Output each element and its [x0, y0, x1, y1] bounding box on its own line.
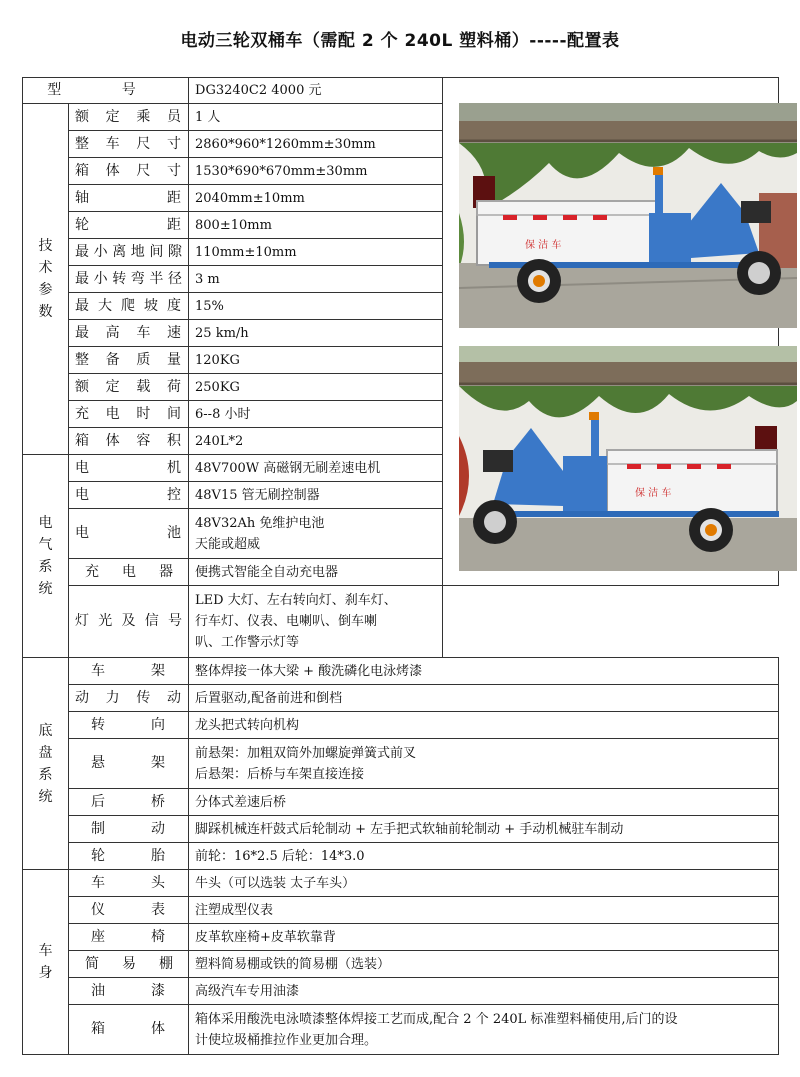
- spec-label: 最小转弯半径: [69, 266, 189, 293]
- spec-label: 转向: [69, 712, 189, 739]
- category-chassis: 底 盘 系 统: [23, 658, 69, 870]
- category-tech: 技 术 参 数: [23, 104, 69, 455]
- spec-value: 分体式差速后桥: [189, 789, 779, 816]
- spec-value: 25 km/h: [189, 320, 443, 347]
- spec-value: 2040mm±10mm: [189, 185, 443, 212]
- table-row: [23, 1005, 779, 1055]
- svg-text:保 洁 车: 保 洁 车: [525, 239, 562, 251]
- spec-value: 前悬架：加粗双筒外加螺旋弹簧式前叉 后悬架：后桥与车架直接连接: [189, 739, 779, 789]
- spec-value: 牛头（可以选装 太子车头）: [189, 870, 779, 897]
- spec-value: 注塑成型仪表: [189, 897, 779, 924]
- svg-text:保 洁 车: 保 洁 车: [635, 487, 672, 499]
- spec-label: 电池: [69, 509, 189, 559]
- spec-label: 悬架: [69, 739, 189, 789]
- table-row: [23, 870, 779, 897]
- table-row: [23, 897, 779, 924]
- table-row-model: [23, 78, 779, 104]
- spec-label: 最高车速: [69, 320, 189, 347]
- spec-value: 2860*960*1260mm±30mm: [189, 131, 443, 158]
- spec-label: 最大爬坡度: [69, 293, 189, 320]
- spec-value: 800±10mm: [189, 212, 443, 239]
- spec-label: 车头: [69, 870, 189, 897]
- spec-label: 油漆: [69, 978, 189, 1005]
- spec-label: 最小离地间隙: [69, 239, 189, 266]
- spec-label: 仪表: [69, 897, 189, 924]
- photo-column: [443, 78, 779, 586]
- spec-label: 轮胎: [69, 843, 189, 870]
- spec-label: 轴距: [69, 185, 189, 212]
- spec-label: 简易棚: [69, 951, 189, 978]
- spec-label: 轮距: [69, 212, 189, 239]
- spec-value: 龙头把式转向机构: [189, 712, 779, 739]
- spec-value: 48V700W 高磁钢无刷差速电机: [189, 455, 443, 482]
- table-row: [23, 658, 779, 685]
- spec-label: 额定载荷: [69, 374, 189, 401]
- spec-value: 皮革软座椅+皮革软靠背: [189, 924, 779, 951]
- model-label: 型 号: [23, 78, 189, 104]
- table-row: [23, 816, 779, 843]
- spec-label: 灯光及信号: [69, 586, 189, 658]
- spec-label: 车架: [69, 658, 189, 685]
- spec-value: 240L*2: [189, 428, 443, 455]
- spec-value: 250KG: [189, 374, 443, 401]
- spec-value: 后置驱动,配备前进和倒档: [189, 685, 779, 712]
- spec-value: 3 m: [189, 266, 443, 293]
- spec-value: 塑料简易棚或铁的简易棚（选装）: [189, 951, 779, 978]
- spec-label: 充电器: [69, 559, 189, 586]
- spec-value: 48V32Ah 免维护电池 天能或超威: [189, 509, 443, 559]
- spec-value: 便携式智能全自动充电器: [189, 559, 443, 586]
- spec-label: 整备质量: [69, 347, 189, 374]
- spec-value: 箱体采用酸洗电泳喷漆整体焊接工艺而成,配合 2 个 240L 标准塑料桶使用,后门的设 计使垃圾桶推拉作业更加合理。: [189, 1005, 779, 1055]
- category-electric: 电 气 系 统: [23, 455, 69, 658]
- spec-label: 电控: [69, 482, 189, 509]
- spec-value: 前轮：16*2.5 后轮：14*3.0: [189, 843, 779, 870]
- table-row: [23, 843, 779, 870]
- table-row: [23, 924, 779, 951]
- spec-label: 充电时间: [69, 401, 189, 428]
- table-row: [23, 685, 779, 712]
- spec-value: 1 人: [189, 104, 443, 131]
- spec-value: 高级汽车专用油漆: [189, 978, 779, 1005]
- spec-label: 后桥: [69, 789, 189, 816]
- spec-value: 120KG: [189, 347, 443, 374]
- model-value: DG3240C2 4000 元: [189, 78, 443, 104]
- spec-value: 110mm±10mm: [189, 239, 443, 266]
- spec-label: 电机: [69, 455, 189, 482]
- table-row: [23, 978, 779, 1005]
- spec-value: 整体焊接一体大梁 + 酸洗磷化电泳烤漆: [189, 658, 779, 685]
- table-row: [23, 789, 779, 816]
- spec-label: 动力传动: [69, 685, 189, 712]
- spec-label: 箱体: [69, 1005, 189, 1055]
- category-body: 车 身: [23, 870, 69, 1055]
- spec-label: 制动: [69, 816, 189, 843]
- spec-value: 6--8 小时: [189, 401, 443, 428]
- spec-label: 箱体容积: [69, 428, 189, 455]
- spec-label: 额定乘员: [69, 104, 189, 131]
- vehicle-photo-side-right: [459, 103, 797, 328]
- spec-value: LED 大灯、左右转向灯、刹车灯、 行车灯、仪表、电喇叭、倒车喇 叭、工作警示灯等: [189, 586, 443, 658]
- table-row: [23, 951, 779, 978]
- table-row: [23, 712, 779, 739]
- spec-table: [22, 77, 779, 1055]
- spec-value: 1530*690*670mm±30mm: [189, 158, 443, 185]
- spec-value: 15%: [189, 293, 443, 320]
- vehicle-photo-side-left: [459, 346, 797, 571]
- spec-label: 箱体尺寸: [69, 158, 189, 185]
- page-title: 电动三轮双桶车（需配 2 个 240L 塑料桶）-----配置表: [180, 31, 620, 51]
- spec-label: 整车尺寸: [69, 131, 189, 158]
- spec-label: 座椅: [69, 924, 189, 951]
- spec-value: 脚踩机械连杆鼓式后轮制动 + 左手把式软轴前轮制动 + 手动机械驻车制动: [189, 816, 779, 843]
- spec-value: 48V15 管无刷控制器: [189, 482, 443, 509]
- table-row: [23, 739, 779, 789]
- table-row: [23, 586, 779, 658]
